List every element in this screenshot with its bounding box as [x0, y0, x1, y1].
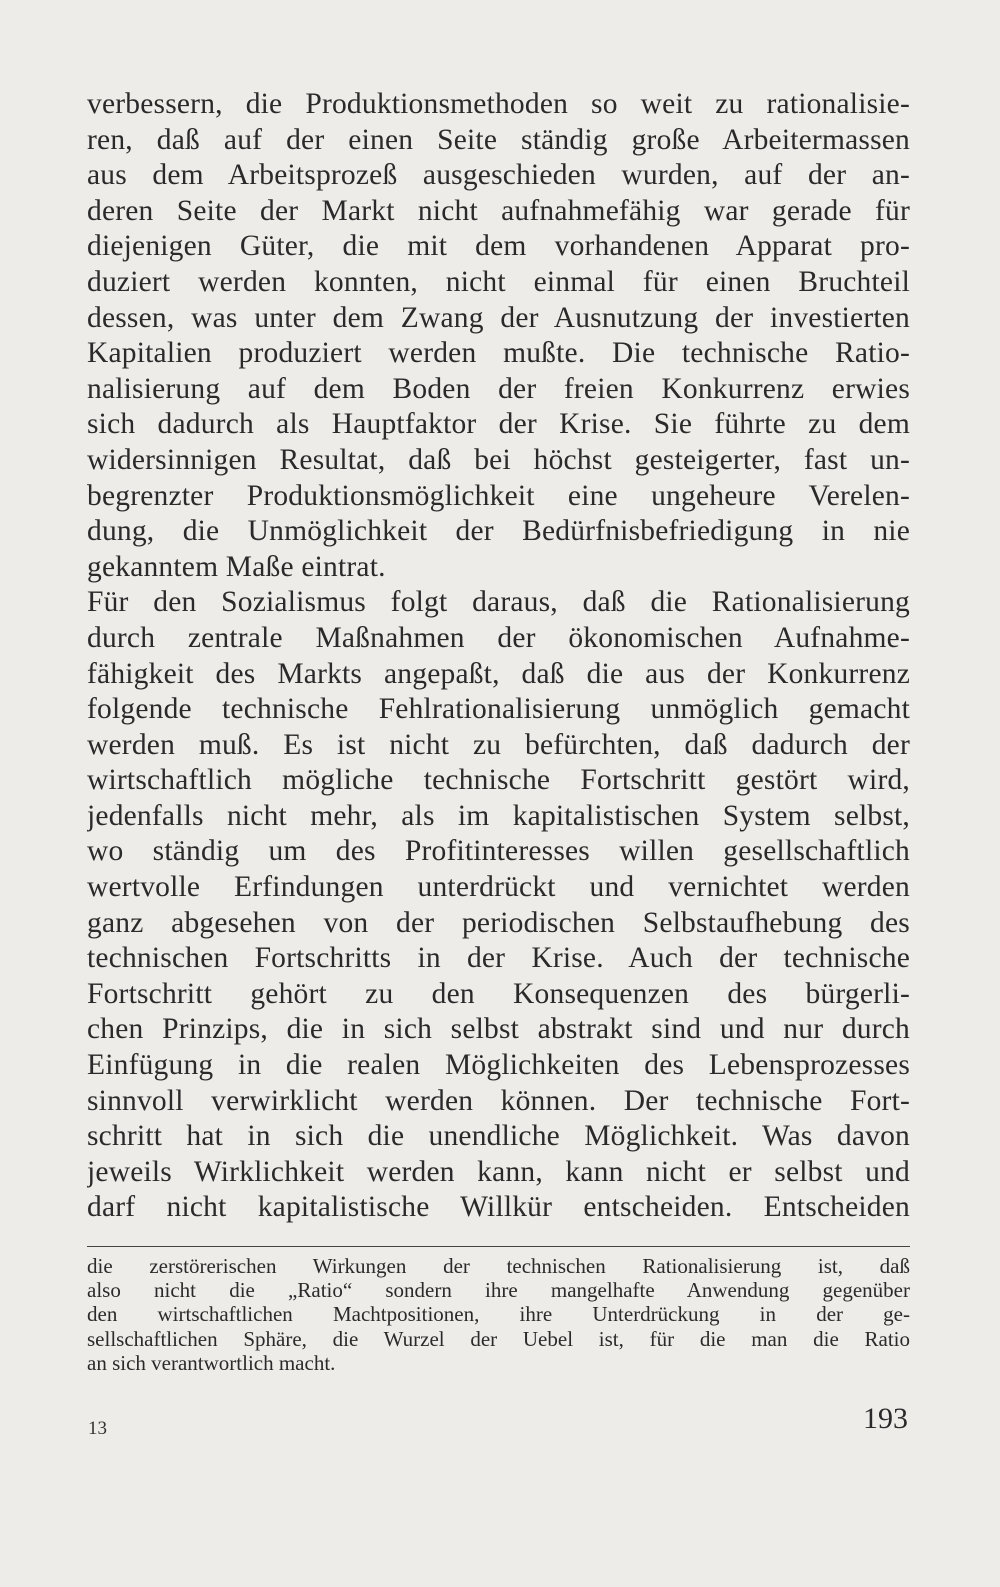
body-line: wertvolle Erfindungen unterdrückt und vernichtet werden [87, 871, 910, 904]
footnote-line: an sich verantwortlich macht. [87, 1350, 336, 1375]
body-line: nalisierung auf dem Boden der freien Konkurrenz erwies [87, 372, 910, 405]
body-line: verbessern, die Produktionsmethoden so weit zu rationalisie- [87, 88, 910, 120]
body-line: ganz abgesehen von der periodischen Selbstaufhebung des [87, 906, 910, 939]
footnote-line: also nicht die „Ratio“ sondern ihre mangelhafte Anwendung gegenüber [87, 1278, 910, 1303]
footnote-line: den wirtschaftlichen Machtpositionen, ihre Unterdrückung in der ge- [87, 1302, 910, 1327]
body-line: begrenzter Produktionsmöglichkeit eine ungeheure Verelen- [87, 479, 910, 512]
body-line: widersinnigen Resultat, daß bei höchst gesteigerter, fast un- [87, 443, 910, 476]
body-line: wo ständig um des Profitinteresses willen gesellschaftlich [87, 835, 910, 868]
body-line: deren Seite der Markt nicht aufnahmefähig war gerade für [87, 194, 910, 227]
body-line: jedenfalls nicht mehr, als im kapitalistischen System selbst, [87, 799, 910, 832]
body-line: gekanntem Maße eintrat. [87, 550, 386, 583]
footnote-line: die zerstörerischen Wirkungen der technischen Rationalisierung ist, daß [87, 1254, 910, 1278]
body-line: jeweils Wirklichkeit werden kann, kann nicht er selbst und [87, 1155, 910, 1188]
body-text [87, 87, 910, 1226]
footnote [87, 1254, 910, 1375]
body-line: Für den Sozialismus folgt daraus, daß die Rationalisierung [87, 586, 910, 619]
footnote-divider [87, 1246, 910, 1247]
page-number: 193 [863, 1402, 908, 1435]
body-line: sinnvoll verwirklicht werden können. Der technische Fort- [87, 1084, 910, 1117]
body-line: duziert werden konnten, nicht einmal für einen Bruchteil [87, 265, 910, 298]
body-line: wirtschaftlich mögliche technische Fortschritt gestört wird, [87, 764, 910, 797]
body-line: Kapitalien produziert werden mußte. Die technische Ratio- [87, 337, 910, 370]
body-line: dessen, was unter dem Zwang der Ausnutzung der investierten [87, 301, 910, 334]
body-line: aus dem Arbeitsprozeß ausgeschieden wurden, auf der an- [87, 159, 910, 192]
body-line: werden muß. Es ist nicht zu befürchten, daß dadurch der [87, 728, 910, 761]
body-line: Einfügung in die realen Möglichkeiten des Lebensprozesses [87, 1049, 910, 1082]
body-line: Fortschritt gehört zu den Konsequenzen des bürgerli- [87, 977, 910, 1010]
body-line: ren, daß auf der einen Seite ständig große Arbeitermassen [87, 123, 910, 156]
body-line: fähigkeit des Markts angepaßt, daß die aus der Konkurrenz [87, 657, 910, 690]
body-line: technischen Fortschritts in der Krise. Auch der technische [87, 942, 910, 975]
body-line: sich dadurch als Hauptfaktor der Krise. Sie führte zu dem [87, 408, 910, 441]
body-line: diejenigen Güter, die mit dem vorhandenen Apparat pro- [87, 230, 910, 263]
body-line: darf nicht kapitalistische Willkür entscheiden. Entscheiden [87, 1191, 910, 1224]
body-line: durch zentrale Maßnahmen der ökonomischen Aufnahme- [87, 621, 910, 654]
body-line: folgende technische Fehlrationalisierung unmöglich gemacht [87, 693, 910, 726]
footnote-line: sellschaftlichen Sphäre, die Wurzel der Uebel ist, für die man die Ratio [87, 1326, 910, 1351]
body-line: schritt hat in sich die unendliche Möglichkeit. Was davon [87, 1120, 910, 1153]
signature-mark: 13 [88, 1418, 107, 1439]
body-line: chen Prinzips, die in sich selbst abstrakt sind und nur durch [87, 1013, 910, 1046]
body-line: dung, die Unmöglichkeit der Bedürfnisbefriedigung in nie [87, 515, 910, 548]
